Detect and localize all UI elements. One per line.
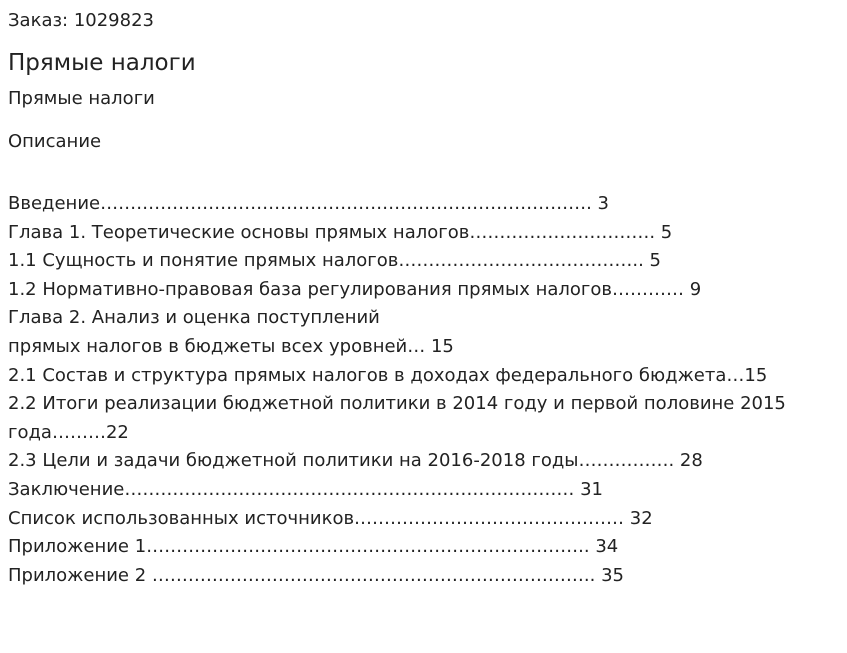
toc-line: 2.1 Состав и структура прямых налогов в доходах федерального бюджета…15 — [8, 364, 768, 386]
toc-line: 1.2 Нормативно-правовая база регулирования прямых налогов………… 9 — [8, 278, 702, 300]
order-number: Заказ: 1029823 — [8, 10, 154, 31]
document-title: Прямые налоги — [8, 50, 196, 76]
document-subtitle: Прямые налоги — [8, 88, 155, 109]
toc-line: года………22 — [8, 421, 129, 443]
toc-line: 2.3 Цели и задачи бюджетной политики на 2016-2018 годы……………. 28 — [8, 450, 703, 472]
toc-line: Приложение 1……………………………………………………………….. 34 — [8, 536, 619, 558]
toc-line: 2.2 Итоги реализации бюджетной политики в 2014 году и первой половине 2015 — [8, 393, 786, 415]
toc-line: Список использованных источников……………………………………… 32 — [8, 507, 653, 529]
toc-line: 1.1 Сущность и понятие прямых налогов………………………………….. 5 — [8, 250, 661, 272]
toc-line: прямых налогов в бюджеты всех уровней… 15 — [8, 335, 454, 357]
toc-line: Глава 2. Анализ и оценка поступлений — [8, 307, 380, 329]
toc-line: Глава 1. Теоретические основы прямых налогов…………………………. 5 — [8, 221, 673, 243]
description-heading: Описание — [8, 131, 102, 152]
table-of-contents — [8, 190, 838, 590]
toc-line: Заключение………………………………………………………………… 31 — [8, 478, 603, 500]
toc-line: Приложение 2 ……………………………………………………………….. 35 — [8, 564, 624, 586]
toc-line: Введение………………………………………………………………………. 3 — [8, 193, 609, 214]
